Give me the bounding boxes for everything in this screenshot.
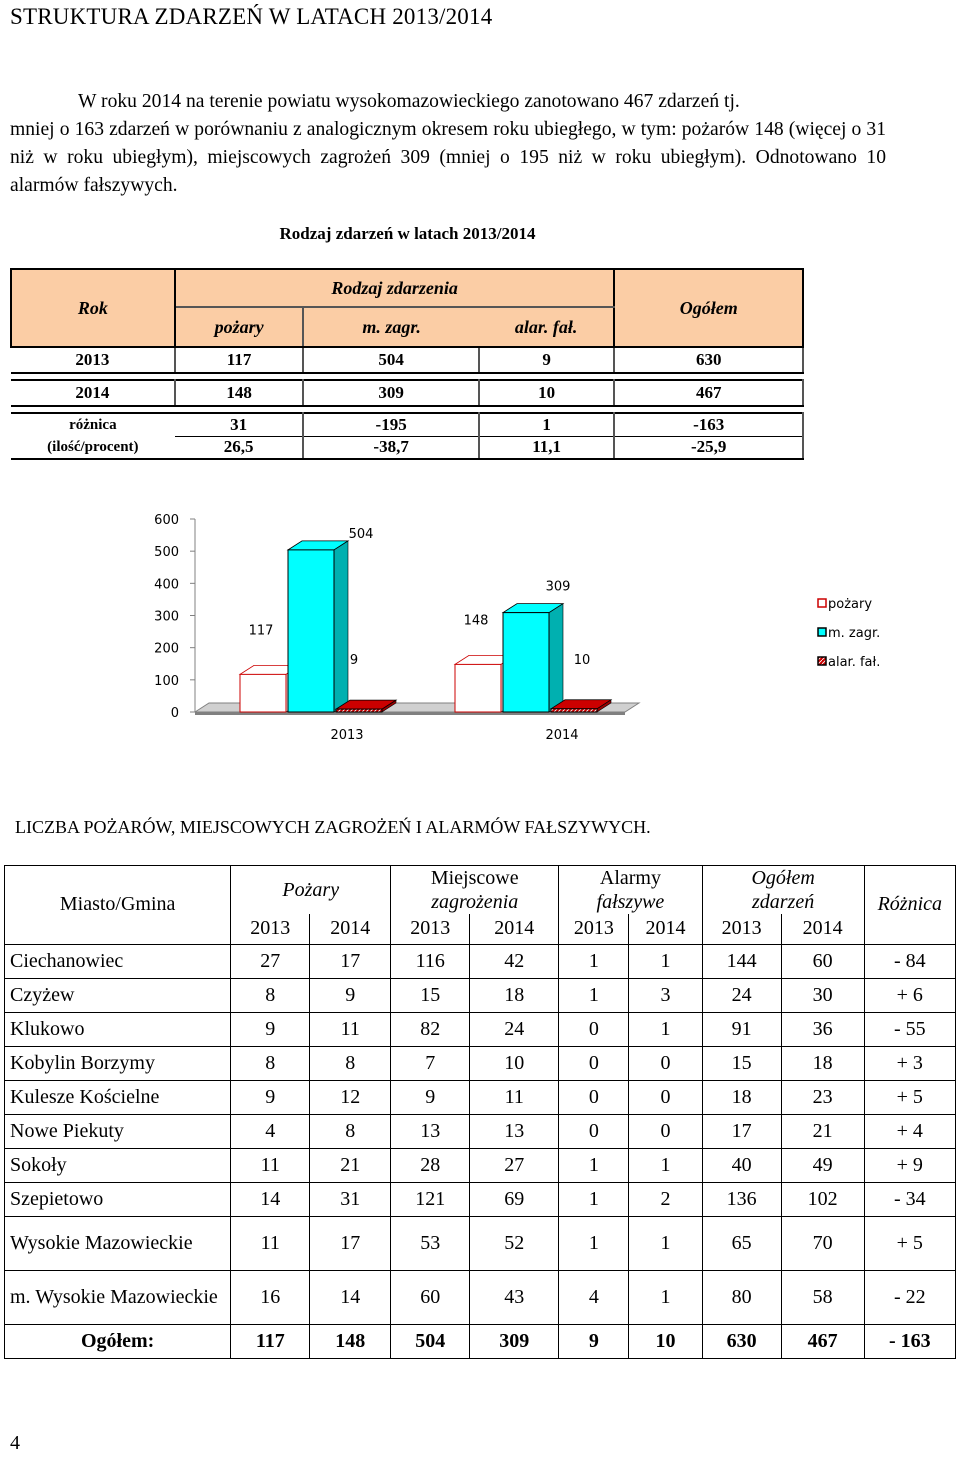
cell-value: 24 <box>470 1012 559 1046</box>
data-label: 504 <box>348 526 374 542</box>
total-value: 630 <box>702 1324 781 1358</box>
cell-value: 11 <box>470 1080 559 1114</box>
diff-label-1: różnica <box>11 413 175 436</box>
cell-value: 9 <box>391 1080 470 1114</box>
cell-value: 21 <box>310 1148 391 1182</box>
cell-value: 0 <box>629 1046 702 1080</box>
table-row <box>5 1012 956 1046</box>
cell-value: 12 <box>310 1080 391 1114</box>
x-tick-label: 2014 <box>545 728 579 743</box>
cell-value: 1 <box>559 1148 629 1182</box>
cell-value: 10 <box>470 1046 559 1080</box>
cell-value: 0 <box>559 1012 629 1046</box>
cell-value: 1 <box>629 1148 702 1182</box>
cell-value: 1 <box>559 978 629 1012</box>
header-ogolem-line2: zdarzeń <box>751 891 815 913</box>
cell-value: 1 <box>629 1216 702 1270</box>
summary-row-2013 <box>11 347 803 373</box>
events-table <box>4 865 956 1359</box>
cell-value: 65 <box>702 1216 781 1270</box>
summary-row-diff <box>11 413 803 436</box>
cell-value: 27 <box>470 1148 559 1182</box>
total-value: 309 <box>470 1324 559 1358</box>
y-tick-label: 600 <box>154 513 179 528</box>
cell-value: 11 <box>231 1148 310 1182</box>
data-label: 9 <box>349 653 359 669</box>
y-tick-label: 400 <box>154 577 179 593</box>
cell-value: 121 <box>391 1182 470 1216</box>
cell-value: 1 <box>559 944 629 978</box>
cell-value: 13 <box>391 1114 470 1148</box>
diff-pozary: 31 <box>175 413 304 436</box>
cell-value: 8 <box>310 1046 391 1080</box>
table-row <box>5 944 956 978</box>
diff-label-2: (ilość/procent) <box>11 436 175 459</box>
header-alarmy <box>559 866 702 915</box>
header-ogolem: Ogółem <box>614 269 803 347</box>
cell-value: 0 <box>629 1114 702 1148</box>
cell-alar: 10 <box>479 380 615 406</box>
cell-value: 69 <box>470 1182 559 1216</box>
cell-roznica: + 4 <box>864 1114 955 1148</box>
cell-value: 136 <box>702 1182 781 1216</box>
year-header: 2014 <box>310 914 391 944</box>
cell-mzagr: 504 <box>303 347 478 373</box>
bar <box>503 613 549 712</box>
cell-value: 0 <box>559 1046 629 1080</box>
cell-value: 16 <box>231 1270 310 1324</box>
cell-value: 52 <box>470 1216 559 1270</box>
header-pozary: Pożary <box>231 866 391 915</box>
total-row <box>5 1324 956 1358</box>
legend-swatch <box>818 657 826 665</box>
cell-value: 17 <box>310 944 391 978</box>
cell-roznica: + 5 <box>864 1216 955 1270</box>
data-label: 10 <box>573 652 591 668</box>
diff-mzagr: -195 <box>303 413 478 436</box>
cell-value: 23 <box>781 1080 864 1114</box>
cell-value: 36 <box>781 1012 864 1046</box>
cell-roznica: + 9 <box>864 1148 955 1182</box>
header-ogolem <box>702 866 864 915</box>
data-label: 148 <box>463 613 489 629</box>
bar <box>455 664 501 712</box>
summary-row-2014 <box>11 380 803 406</box>
total-value: 9 <box>559 1324 629 1358</box>
intro-paragraph <box>10 88 886 200</box>
cell-value: 28 <box>391 1148 470 1182</box>
cell-value: 8 <box>231 978 310 1012</box>
intro-line-1: W roku 2014 na terenie powiatu wysokomazowieckiego zanotowano 467 zdarzeń tj. <box>78 91 740 112</box>
cell-roznica: - 22 <box>864 1270 955 1324</box>
header-pozary: pożary <box>175 307 304 347</box>
cell-roznica: + 3 <box>864 1046 955 1080</box>
cell-total: 630 <box>614 347 803 373</box>
bar <box>288 550 334 712</box>
cell-roznica: + 6 <box>864 978 955 1012</box>
header-alarmy-line2: fałszywe <box>596 891 665 913</box>
summary-table <box>10 268 804 460</box>
cell-value: 24 <box>702 978 781 1012</box>
table-row <box>5 1080 956 1114</box>
diff-alar: 1 <box>479 413 615 436</box>
row-name: Nowe Piekuty <box>5 1114 231 1148</box>
cell-value: 0 <box>559 1114 629 1148</box>
table-row <box>5 1216 956 1270</box>
row-name: Kulesze Kościelne <box>5 1080 231 1114</box>
cell-value: 7 <box>391 1046 470 1080</box>
cell-value: 4 <box>559 1270 629 1324</box>
header-miejscowe-line1: Miejscowe <box>430 867 519 889</box>
cell-value: 18 <box>470 978 559 1012</box>
header-alar: alar. fał. <box>479 307 615 347</box>
y-tick-label: 100 <box>154 673 179 689</box>
cell-value: 31 <box>310 1182 391 1216</box>
header-miasto: Miasto/Gmina <box>5 866 231 945</box>
section-title: LICZBA POŻARÓW, MIEJSCOWYCH ZAGROŻEŃ I ALARMÓW FAŁSZYWYCH. <box>15 817 651 837</box>
row-name: Ciechanowiec <box>5 944 231 978</box>
x-tick-label: 2013 <box>330 728 364 743</box>
total-value: 10 <box>629 1324 702 1358</box>
cell-value: 3 <box>629 978 702 1012</box>
legend-label: pożary <box>828 597 873 612</box>
y-tick-label: 300 <box>154 609 179 625</box>
cell-value: 8 <box>310 1114 391 1148</box>
cell-value: 1 <box>629 944 702 978</box>
cell-value: 27 <box>231 944 310 978</box>
total-value: 148 <box>310 1324 391 1358</box>
row-name: Sokoły <box>5 1148 231 1182</box>
cell-value: 9 <box>231 1080 310 1114</box>
y-tick-label: 0 <box>170 706 179 721</box>
table-row <box>5 1114 956 1148</box>
intro-rest: mniej o 163 zdarzeń w porównaniu z analogicznym okresem roku ubiegłego, w tym: pożarów 148 (więcej o 31 niż w roku ubiegłym), miejscowych zagrożeń 309 (mniej o 195 niż w roku ubiegłym). Odnotowano 10 alarmów fałszywych. <box>10 119 886 196</box>
cell-value: 4 <box>231 1114 310 1148</box>
row-name: m. Wysokie Mazowieckie <box>5 1270 231 1324</box>
cell-value: 14 <box>231 1182 310 1216</box>
header-rodzaj: Rodzaj zdarzenia <box>175 269 615 307</box>
cell-value: 2 <box>629 1182 702 1216</box>
cell-value: 8 <box>231 1046 310 1080</box>
cell-value: 18 <box>702 1080 781 1114</box>
cell-rok: 2014 <box>11 380 175 406</box>
cell-value: 116 <box>391 944 470 978</box>
cell-value: 58 <box>781 1270 864 1324</box>
table-row <box>5 1182 956 1216</box>
page-number: 4 <box>10 1432 20 1454</box>
table-row <box>5 978 956 1012</box>
row-name: Klukowo <box>5 1012 231 1046</box>
cell-value: 21 <box>781 1114 864 1148</box>
header-miejscowe <box>391 866 559 915</box>
header-ogolem-line1: Ogółem <box>751 867 815 889</box>
cell-value: 1 <box>629 1270 702 1324</box>
cell-value: 9 <box>310 978 391 1012</box>
cell-value: 30 <box>781 978 864 1012</box>
cell-total: 467 <box>614 380 803 406</box>
bar <box>551 709 597 712</box>
legend-label: alar. fał. <box>828 655 881 670</box>
year-header: 2013 <box>559 914 629 944</box>
total-value: 467 <box>781 1324 864 1358</box>
cell-value: 11 <box>231 1216 310 1270</box>
summary-table-title: Rodzaj zdarzeń w latach 2013/2014 <box>279 224 536 243</box>
cell-roznica: - 34 <box>864 1182 955 1216</box>
cell-value: 1 <box>629 1012 702 1046</box>
pct-mzagr: -38,7 <box>303 436 478 459</box>
cell-roznica: + 5 <box>864 1080 955 1114</box>
header-miejscowe-line2: zagrożenia <box>431 891 519 913</box>
page-title: STRUKTURA ZDARZEŃ W LATACH 2013/2014 <box>10 4 493 29</box>
cell-value: 43 <box>470 1270 559 1324</box>
legend-swatch <box>818 599 826 607</box>
year-header: 2013 <box>231 914 310 944</box>
cell-value: 82 <box>391 1012 470 1046</box>
header-rok: Rok <box>11 269 175 347</box>
year-header: 2013 <box>702 914 781 944</box>
bar <box>240 674 286 712</box>
cell-value: 60 <box>391 1270 470 1324</box>
bar <box>336 709 382 712</box>
cell-value: 91 <box>702 1012 781 1046</box>
data-label: 117 <box>248 623 274 639</box>
cell-rok: 2013 <box>11 347 175 373</box>
cell-value: 18 <box>781 1046 864 1080</box>
table-row <box>5 1046 956 1080</box>
cell-value: 40 <box>702 1148 781 1182</box>
cell-value: 42 <box>470 944 559 978</box>
cell-value: 17 <box>702 1114 781 1148</box>
total-label: Ogółem: <box>5 1324 231 1358</box>
row-name: Szepietowo <box>5 1182 231 1216</box>
cell-value: 15 <box>702 1046 781 1080</box>
year-header: 2014 <box>629 914 702 944</box>
y-tick-label: 500 <box>154 545 179 561</box>
table-row <box>5 1148 956 1182</box>
cell-roznica: - 55 <box>864 1012 955 1046</box>
cell-mzagr: 309 <box>303 380 478 406</box>
cell-value: 102 <box>781 1182 864 1216</box>
total-value: 117 <box>231 1324 310 1358</box>
diff-total: -163 <box>614 413 803 436</box>
legend-swatch <box>818 628 826 636</box>
data-label: 309 <box>545 579 571 595</box>
pct-pozary: 26,5 <box>175 436 304 459</box>
cell-value: 144 <box>702 944 781 978</box>
cell-pozary: 117 <box>175 347 304 373</box>
cell-alar: 9 <box>479 347 615 373</box>
cell-value: 1 <box>559 1182 629 1216</box>
bar-side <box>334 541 348 712</box>
bar-side <box>549 604 563 712</box>
cell-roznica: - 84 <box>864 944 955 978</box>
cell-value: 9 <box>231 1012 310 1046</box>
cell-value: 14 <box>310 1270 391 1324</box>
header-alarmy-line1: Alarmy <box>599 867 661 889</box>
cell-value: 1 <box>559 1216 629 1270</box>
row-name: Kobylin Borzymy <box>5 1046 231 1080</box>
cell-value: 15 <box>391 978 470 1012</box>
legend-label: m. zagr. <box>828 626 881 641</box>
row-name: Wysokie Mazowieckie <box>5 1216 231 1270</box>
cell-value: 53 <box>391 1216 470 1270</box>
cell-value: 0 <box>629 1080 702 1114</box>
cell-value: 80 <box>702 1270 781 1324</box>
pct-total: -25,9 <box>614 436 803 459</box>
pct-alar: 11,1 <box>479 436 615 459</box>
total-value: 504 <box>391 1324 470 1358</box>
total-value: - 163 <box>864 1324 955 1358</box>
summary-row-pct <box>11 436 803 459</box>
cell-value: 70 <box>781 1216 864 1270</box>
cell-value: 17 <box>310 1216 391 1270</box>
cell-value: 11 <box>310 1012 391 1046</box>
year-header: 2013 <box>391 914 470 944</box>
cell-value: 0 <box>559 1080 629 1114</box>
table-row <box>5 1270 956 1324</box>
y-tick-label: 200 <box>154 641 179 657</box>
bar-chart <box>130 500 910 750</box>
cell-pozary: 148 <box>175 380 304 406</box>
year-header: 2014 <box>470 914 559 944</box>
row-name: Czyżew <box>5 978 231 1012</box>
header-mzagr: m. zagr. <box>303 307 478 347</box>
cell-value: 60 <box>781 944 864 978</box>
cell-value: 13 <box>470 1114 559 1148</box>
year-header: 2014 <box>781 914 864 944</box>
cell-value: 49 <box>781 1148 864 1182</box>
header-roznica: Różnica <box>864 866 955 945</box>
